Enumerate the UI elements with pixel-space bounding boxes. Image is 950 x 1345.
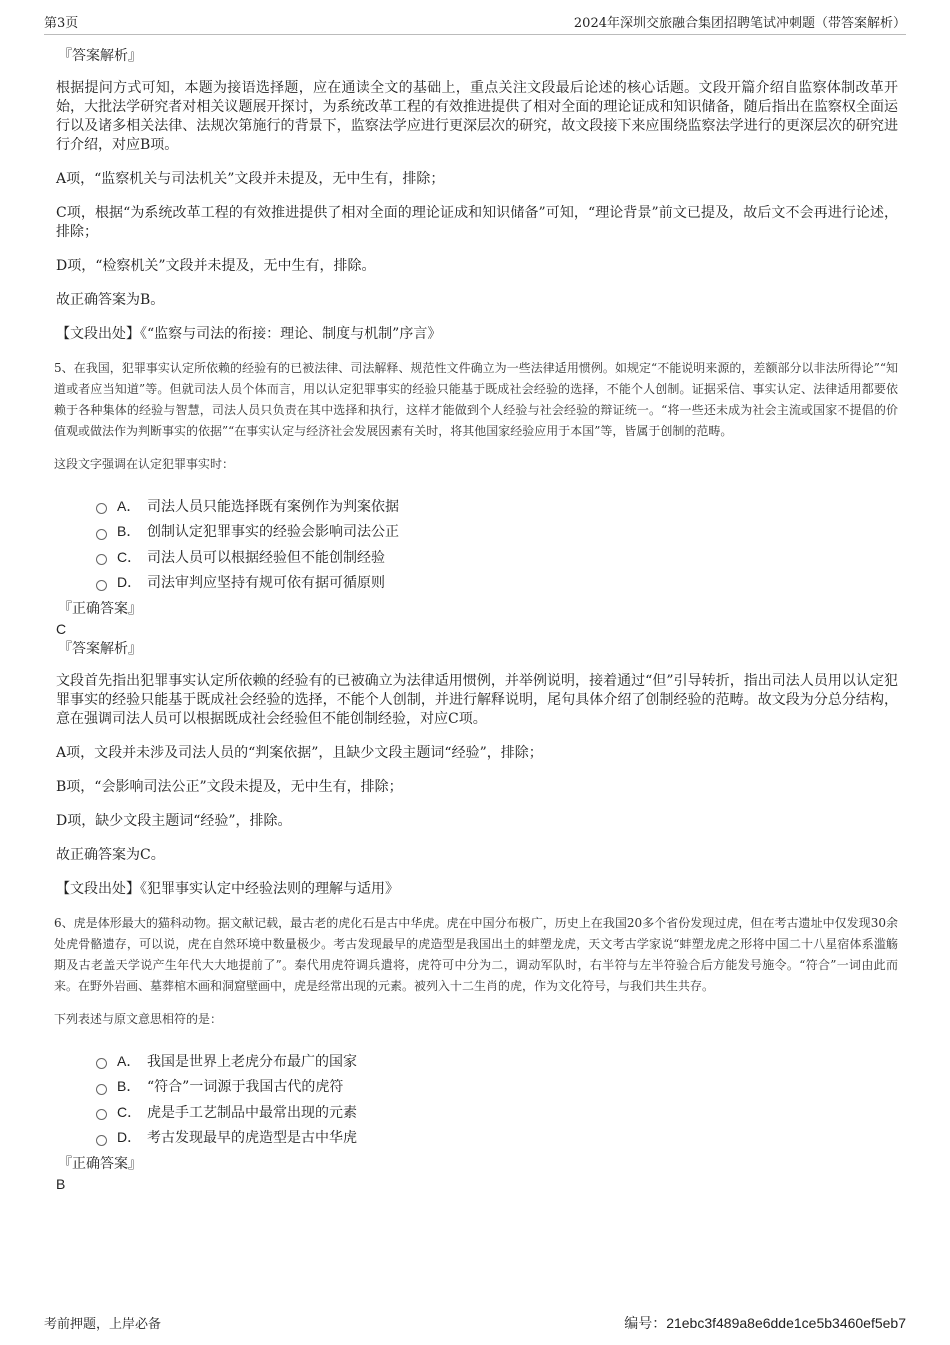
q6-answer-label: 『正确答案』	[58, 1156, 142, 1172]
q6-option-b[interactable]: B． “符合”一词源于我国古代的虎符	[96, 1074, 898, 1100]
q5-answer-label: 『正确答案』	[58, 601, 142, 617]
q6-option-d[interactable]: D． 考古发现最早的虎造型是古中华虎	[96, 1125, 898, 1151]
q6-text: 6、虎是体形最大的猫科动物。据文献记载，最古老的虎化石是古中华虎。虎在中国分布极广，历史上在我国20多个省份发现过虎，但在考古遗址中仅发现30余处虎骨骼遗存，可以说，虎在自然环境中数量极少。考古发现最早的虎造型是我国出土的蚌塑龙虎，天文考古学家说“蚌塑龙虎之形将中国二十八星宿体系滥觞期及古老盖天学说产生年代大大地提前了”。秦代用虎符调兵遣将，虎符可中分为二，调动军队时，右半符与左半符验合后方能发号施令。“符合”一词由此而来。在野外岩画、墓葬棺木画和洞窟壁画中，虎是经常出现的元素。被列入十二生肖的虎，作为文化符号，与我们共生共存。	[54, 916, 898, 993]
q5-explain-a: A项，文段并未涉及司法人员的“判案依据”，且缺少文段主题词“经验”，排除；	[56, 745, 543, 761]
q5-text: 5、在我国，犯罪事实认定所依赖的经验有的已被法律、司法解释、规范性文件确立为一些法律适用惯例。如规定“不能说明来源的，差额部分以非法所得论”“知道或者应当知道”等。但就司法人员个体而言，用以认定犯罪事实的经验只能基于既成社会经验的选择，不能个人创制。证据采信、事实认定、法律适用都要依赖于各种集体的经验与智慧，司法人员只负责在其中选择和执行，这样才能做到个人经验与社会经验的辩证统一。“将一些还未成为社会主流或国家不提倡的价值观或做法作为判断事实的依据”“在事实认定与经济社会发展因素有关时，将其他国家经验应用于本国”等，皆属于创制的范畴。	[54, 361, 898, 438]
q4-conclusion: 故正确答案为B。	[56, 292, 165, 308]
q4-explain-c: C项，根据“为系统改革工程的有效推进提供了相对全面的理论证成和知识储备”可知，“理论背景”前文已提及，故后文不会再进行论述，排除；	[56, 205, 898, 240]
q5-explain-b: B项，“会影响司法公正”文段未提及，无中生有，排除；	[56, 779, 403, 795]
footer-slogan: 考前押题，上岸必备	[44, 1317, 162, 1332]
q5-option-d[interactable]: D． 司法审判应坚持有规可依有据可循原则	[96, 570, 898, 596]
q6-options	[56, 1048, 898, 1150]
q5-conclusion: 故正确答案为C。	[56, 847, 165, 863]
q6-option-c[interactable]: C． 虎是手工艺制品中最常出现的元素	[96, 1099, 898, 1125]
q5-analysis: 文段首先指出犯罪事实认定所依赖的经验有的已被确立为法律适用惯例，并举例说明，接着通过“但”引导转折，指出司法人员用以认定犯罪事实的经验只能基于既成社会经验的选择，不能个人创制，并进行解释说明，尾句具体介绍了创制经验的范畴。故文段为分总分结构，意在强调司法人员可以根据既成社会经验但不能创制经验，对应C项。	[56, 673, 898, 727]
q5-analysis-label: 『答案解析』	[58, 641, 142, 657]
q4-analysis-label: 『答案解析』	[58, 48, 142, 64]
page-footer	[44, 1313, 906, 1333]
page-header	[44, 12, 906, 35]
document-title: 2024年深圳交旅融合集团招聘笔试冲刺题（带答案解析）	[573, 16, 906, 31]
radio-icon[interactable]	[96, 580, 107, 591]
q4-analysis: 根据提问方式可知，本题为接语选择题，应在通读全文的基础上，重点关注文段最后论述的核心话题。文段开篇介绍自监察体制改革开始，大批法学研究者对相关议题展开探讨，为系统改革工程的有效推进提供了相对全面的理论证成和知识储备，随后指出在监察权全面运行以及诸多相关法律、法规次第施行的背景下，监察法学应进行更深层次的研究，故文段接下来应围绕监察法学进行的更深层次的研究进行介绍，对应B项。	[56, 80, 898, 153]
q6-option-a[interactable]: A． 我国是世界上老虎分布最广的国家	[96, 1048, 898, 1074]
q5-option-c[interactable]: C． 司法人员可以根据经验但不能创制经验	[96, 544, 898, 570]
radio-icon[interactable]	[96, 1058, 107, 1069]
q5-option-a[interactable]: A． 司法人员只能选择既有案例作为判案依据	[96, 493, 898, 519]
radio-icon[interactable]	[96, 503, 107, 514]
q4-explain-d: D项，“检察机关”文段并未提及，无中生有，排除。	[56, 258, 376, 274]
q5-prompt: 这段文字强调在认定犯罪事实时：	[54, 457, 235, 471]
document-body	[56, 46, 898, 1194]
q5-option-b[interactable]: B． 创制认定犯罪事实的经验会影响司法公正	[96, 519, 898, 545]
q6-prompt: 下列表述与原文意思相符的是：	[54, 1012, 223, 1026]
radio-icon[interactable]	[96, 554, 107, 565]
q5-explain-d: D项，缺少文段主题词“经验”，排除。	[56, 813, 292, 829]
page-number: 第3页	[44, 16, 79, 31]
document-code: 编号：21ebc3f489a8e6dde1ce5b3460ef5eb7	[624, 1315, 906, 1331]
q4-source: 【文段出处】《“监察与司法的衔接：理论、制度与机制”序言》	[56, 326, 442, 342]
q5-options	[56, 493, 898, 595]
q5-answer: C	[56, 621, 67, 637]
radio-icon[interactable]	[96, 1109, 107, 1120]
radio-icon[interactable]	[96, 529, 107, 540]
q5-source: 【文段出处】《犯罪事实认定中经验法则的理解与适用》	[56, 881, 399, 897]
radio-icon[interactable]	[96, 1135, 107, 1146]
q6-answer: B	[56, 1176, 66, 1192]
radio-icon[interactable]	[96, 1084, 107, 1095]
q4-explain-a: A项，“监察机关与司法机关”文段并未提及，无中生有，排除；	[56, 171, 445, 187]
